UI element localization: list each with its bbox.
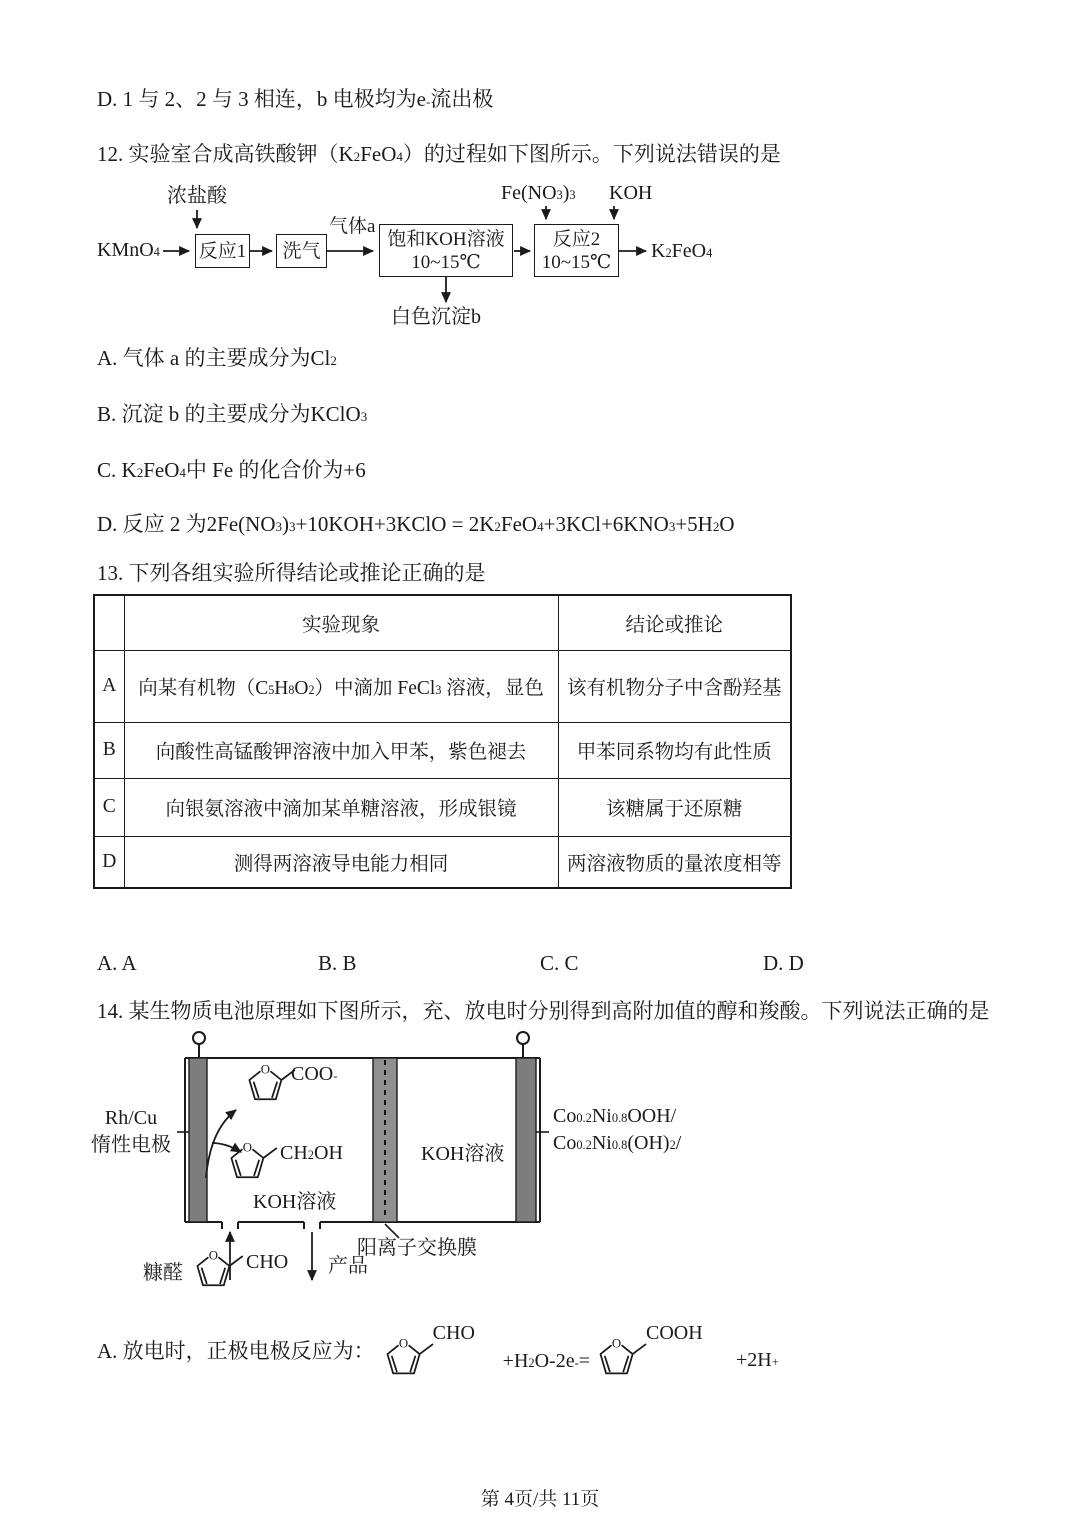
product-label: 产品 [328, 1255, 368, 1277]
left-electrode-label-line2: 惰性电极 [91, 1134, 171, 1156]
q14-option-a-prefix: A. 放电时，正极电极反应为： [97, 1339, 375, 1364]
row-c-conclusion: 该糖属于还原糖 [558, 778, 791, 836]
flow-box-wash [276, 234, 327, 268]
flow-box-reaction2-line1: 反应2 [552, 228, 601, 250]
flow-output-k2feo4: $K_2FeO_4$ [651, 240, 713, 262]
q14-option-a-tail: +2H+ [736, 1348, 779, 1371]
terminal-circle-left [193, 1032, 205, 1044]
cooh-group-label: COOH [646, 1322, 703, 1344]
flow-precipitate-label: 白色沉淀b [391, 306, 481, 328]
q12-option-c: C. $K_2FeO_4$中 Fe 的化合价为+6 [97, 458, 366, 482]
terminal-circle-right [517, 1032, 529, 1044]
flow-box-saturated-koh [379, 224, 513, 277]
row-c-phenomenon: 向银氨溶液中滴加某单糖溶液，形成银镜 [124, 778, 558, 836]
q13-choice-c: C. C [540, 951, 579, 975]
right-electrode-label [553, 1103, 681, 1157]
flow-box-koh-line2: 10~15℃ [411, 251, 481, 273]
furan-o-atom: O [398, 1336, 408, 1351]
row-d-conclusion: 两溶液物质的量浓度相等 [558, 836, 791, 888]
left-electrode-label [85, 1105, 177, 1159]
q12-option-d: D. 反应 2 为$2Fe(NO_3)_3+10KOH+3KClO = 2K_2FeO_4+3KCl+6KNO_3+5H_2O$ [97, 512, 735, 536]
q13-table-row-c [94, 778, 791, 836]
membrane-label: 阳离子交换膜 [357, 1237, 477, 1259]
footer-page-number: 第 4页/共 11页 [480, 1489, 600, 1510]
q14-option-a-mid: $+H_2O-2e^-=$ [502, 1349, 591, 1372]
q13-choices-row [0, 950, 1080, 980]
furan-o-atom: O [611, 1336, 622, 1351]
q13-choice-b: B. B [318, 951, 357, 975]
furfural-label: 糠醛 [143, 1262, 183, 1284]
q13-table-row-b [94, 722, 791, 778]
left-electrode [189, 1058, 207, 1222]
row-a-conclusion: 该有机物分子中含酚羟基 [558, 650, 791, 722]
q12-option-b: B. 沉淀 b 的主要成分为KClO$_3$ [97, 402, 368, 426]
flow-box-wash-label: 洗气 [282, 240, 321, 262]
right-electrode-label-line1: $Co_{0.2}Ni_{0.8}OOH/$ [553, 1105, 677, 1127]
q13-table-row-d [94, 836, 791, 888]
carboxylate-label: COO- [291, 1063, 338, 1085]
row-b-phenomenon: 向酸性高锰酸钾溶液中加入甲苯，紫色褪去 [124, 722, 558, 778]
q12-stem: 12. 实验室合成高铁酸钾$(K_2FeO_4)$的过程如下图所示。下列说法错误的是 [97, 142, 781, 166]
row-c-label: C [94, 778, 124, 836]
cho-group-label: CHO [432, 1322, 475, 1344]
q12-flow-diagram [95, 178, 775, 336]
q14-battery-diagram [85, 1030, 745, 1322]
q13-header-corner [94, 595, 124, 650]
alcohol-label: $CH_2OH$ [280, 1142, 343, 1164]
flow-box-koh-line1: 饱和KOH溶液 [387, 228, 505, 250]
battery-svg [85, 1030, 745, 1322]
q13-choice-a: A. A [97, 951, 137, 975]
left-electrode-label-line1: Rh/Cu [104, 1107, 158, 1129]
row-d-label: D [94, 836, 124, 888]
row-a-phenomenon: 向某有机物$(C_5H_8O_2)$中滴加 FeCl$_3$ 溶液，显色 [124, 650, 558, 722]
furfural-structure [381, 1322, 503, 1382]
furan-ring-furfural [197, 1249, 242, 1286]
koh-solution-left-label: KOH溶液 [253, 1191, 337, 1213]
furan-o-atom: O [208, 1248, 219, 1263]
arrow-to-alcohol [212, 1143, 241, 1152]
flow-reagent-hcl: 浓盐酸 [167, 185, 227, 207]
right-electrode [516, 1058, 536, 1222]
q12-option-a: A. 气体 a 的主要成分为$Cl_2$ [97, 346, 337, 370]
row-a-label: A [94, 650, 124, 722]
flow-box-reaction2 [534, 224, 619, 277]
q13-stem: 13. 下列各组实验所得结论或推论正确的是 [97, 561, 486, 585]
q13-table-row-a [94, 650, 791, 722]
flow-reagent-fenitrate: $Fe(NO_3)_3$ [501, 182, 576, 204]
prev-question-option-d: D. 1 与 2、2 与 3 相连，b 电极均为e-流出极 [97, 87, 494, 111]
furoic-acid-structure [594, 1322, 728, 1382]
q13-table [93, 594, 792, 889]
koh-solution-right-label: KOH溶液 [421, 1143, 505, 1165]
row-b-conclusion: 甲苯同系物均有此性质 [558, 722, 791, 778]
row-b-label: B [94, 722, 124, 778]
furan-o-atom: O [242, 1140, 253, 1155]
flow-reagent-koh: KOH [609, 182, 653, 204]
furan-ring-svg [381, 1334, 439, 1379]
flow-gas-a-label: 气体a [329, 216, 376, 237]
q14-option-a [97, 1312, 1017, 1392]
q13-header-phenomenon: 实验现象 [124, 595, 558, 650]
furan-ring-alcohol [231, 1141, 276, 1178]
q13-table-header-row [94, 595, 791, 650]
q14-stem: 14. 某生物质电池原理如下图所示，充、放电时分别得到高附加值的醇和羧酸。下列说法正确的是 [97, 999, 990, 1023]
right-electrode-label-line2: $Co_{0.2}Ni_{0.8}(OH)_2/$ [553, 1132, 682, 1154]
furan-ring-carboxylate [249, 1063, 294, 1100]
flow-input-kmno4: KMnO$_4$ [97, 239, 160, 261]
flow-box-reaction2-line2: 10~15℃ [541, 251, 612, 273]
furfural-cho-label: CHO [246, 1251, 289, 1273]
q13-choice-d: D. D [763, 951, 804, 975]
furan-o-atom: O [260, 1062, 271, 1077]
q13-header-conclusion: 结论或推论 [558, 595, 791, 650]
furan-ring-svg [594, 1334, 652, 1379]
flow-box-reaction1-label: 反应1 [198, 240, 247, 262]
flow-box-reaction1 [195, 234, 250, 268]
row-d-phenomenon: 测得两溶液导电能力相同 [124, 836, 558, 888]
